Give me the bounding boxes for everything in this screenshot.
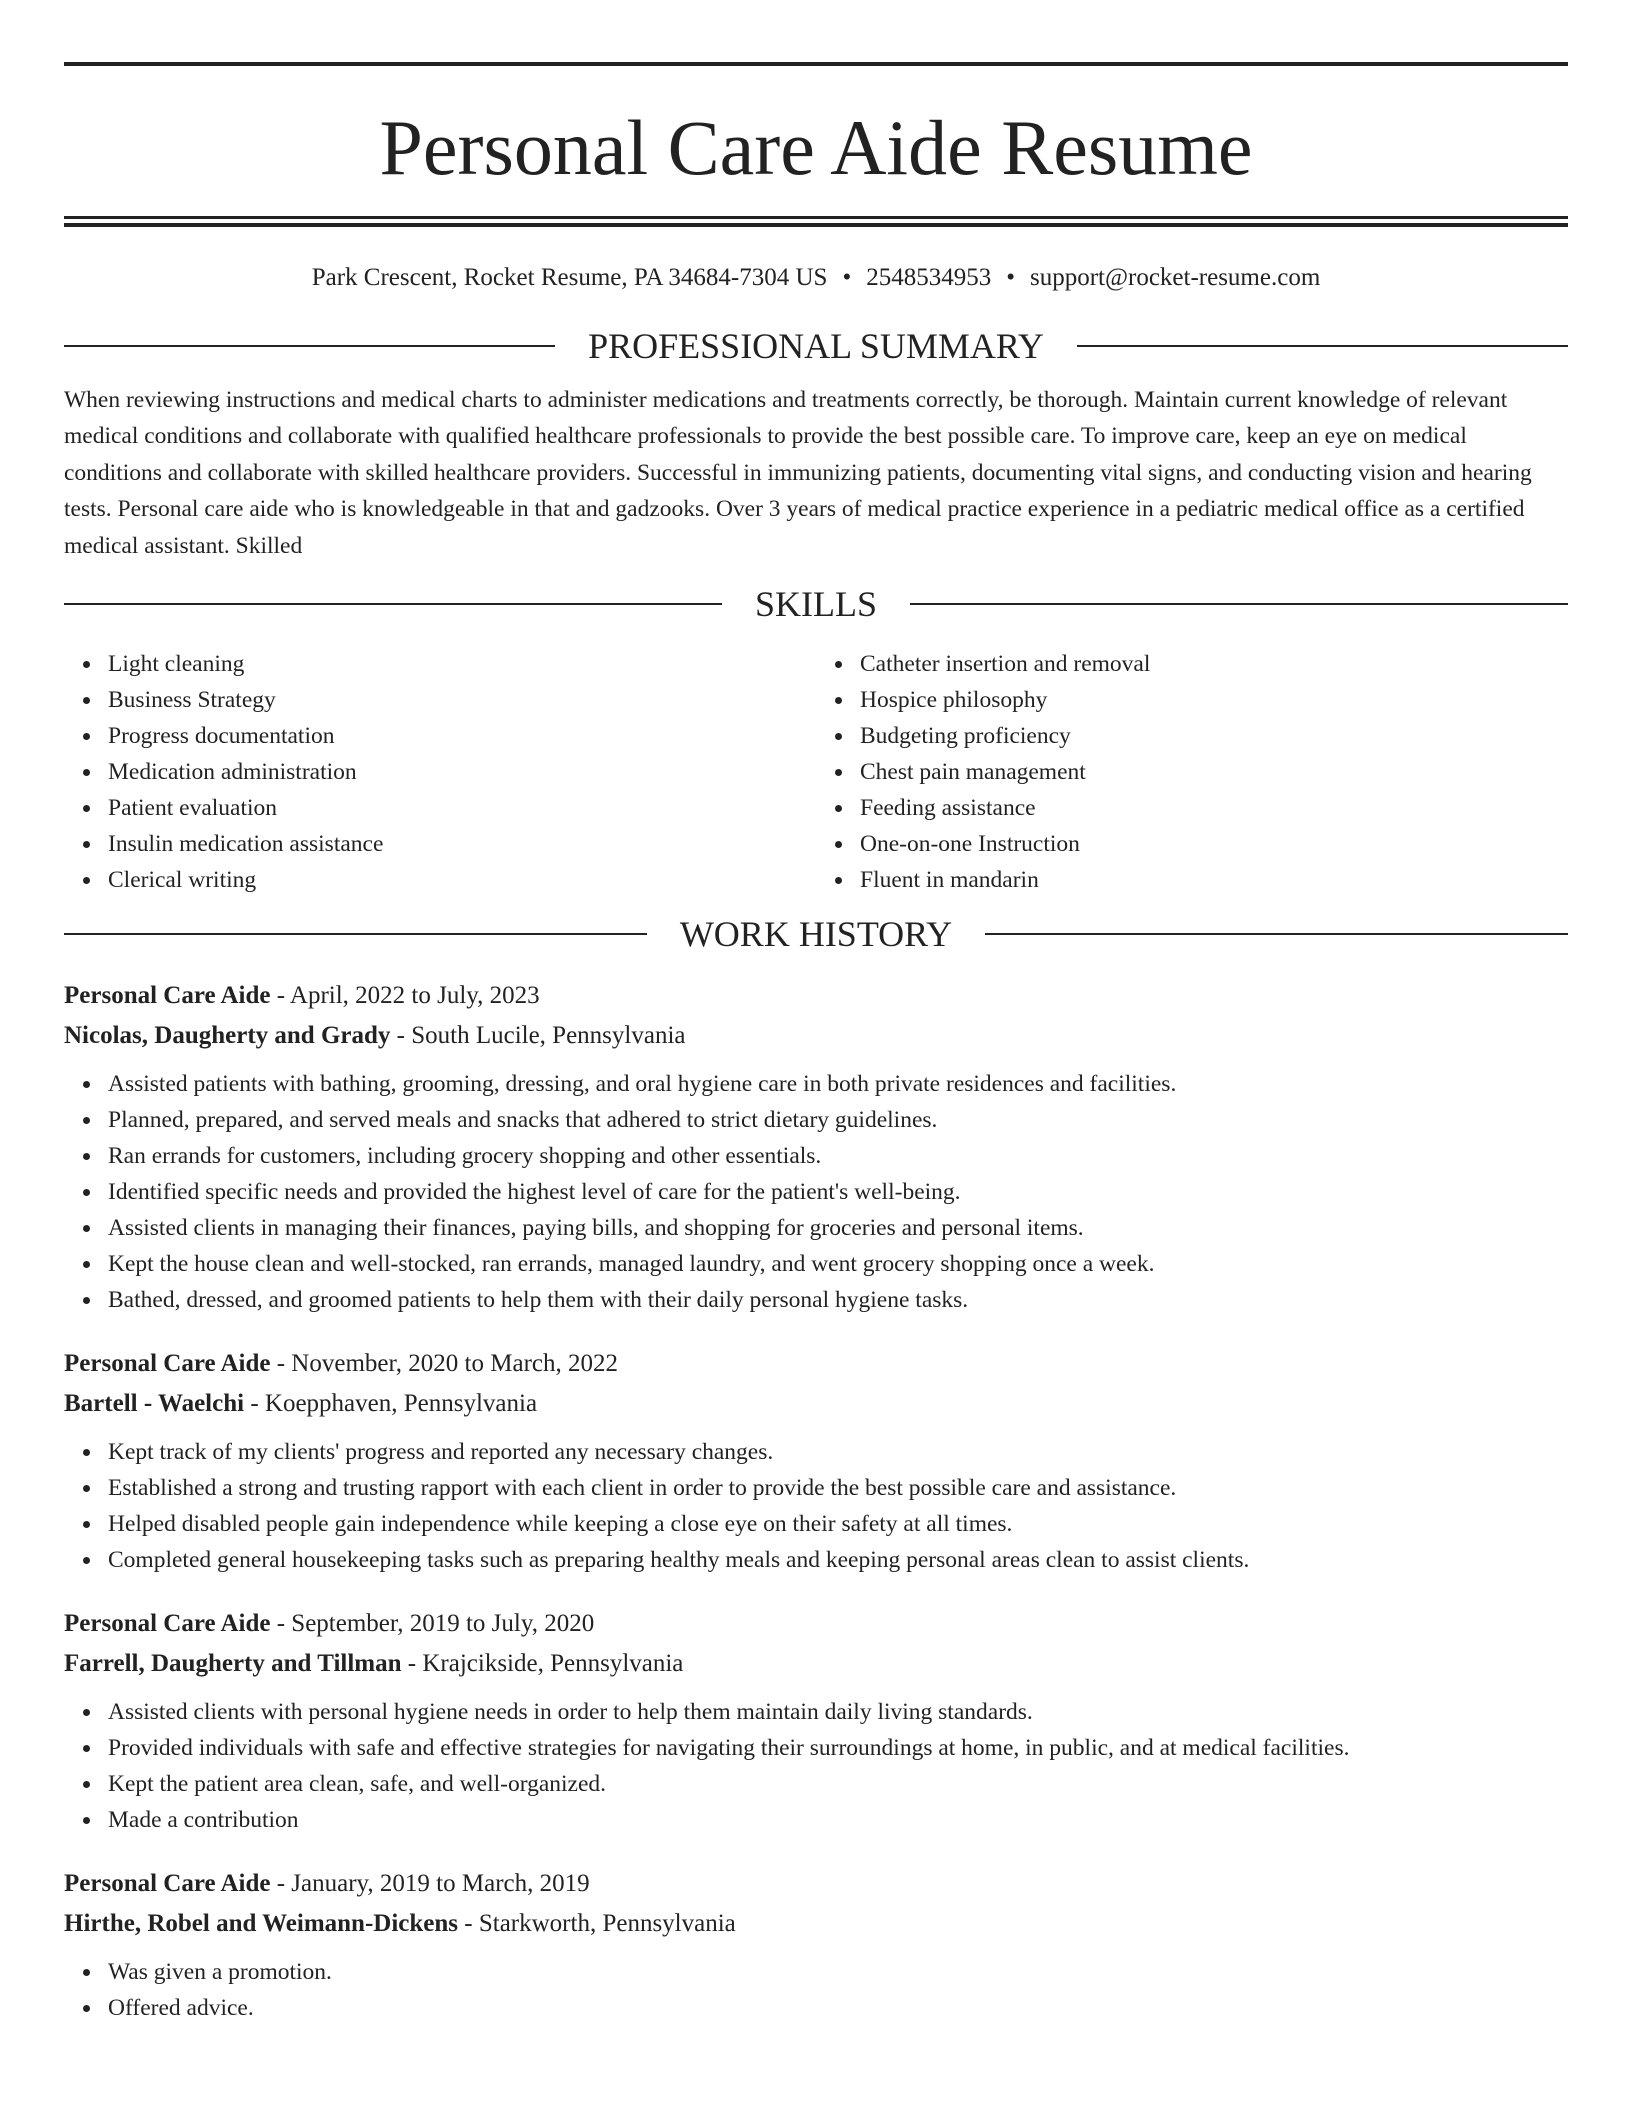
job-title: Personal Care Aide — [64, 1350, 271, 1378]
job-dates: - September, 2019 to July, 2020 — [270, 1610, 595, 1638]
skills-column-left — [64, 646, 816, 898]
heading-rule — [910, 603, 1568, 605]
job-bullet: Offered advice. — [108, 1990, 1568, 2026]
job-bullet: Bathed, dressed, and groomed patients to help them with their daily personal hygiene tasks. — [108, 1282, 1568, 1318]
job-title: Personal Care Aide — [64, 1610, 271, 1638]
job-location: - Starkworth, Pennsylvania — [458, 1910, 736, 1938]
skill-item: Insulin medication assistance — [108, 826, 816, 862]
contact-phone: 2548534953 — [866, 264, 992, 291]
job-bullet: Established a strong and trusting rapport with each client in order to provide the best possible care and assistance. — [108, 1470, 1568, 1506]
job-bullet: Ran errands for customers, including grocery shopping and other essentials. — [108, 1138, 1568, 1174]
work-history — [64, 976, 1568, 2026]
skill-item: Progress documentation — [108, 718, 816, 754]
heading-rule — [1077, 345, 1568, 347]
skill-item: Clerical writing — [108, 862, 816, 898]
summary-text: When reviewing instructions and medical charts to administer medications and treatments correctly, be thorough. Maintain current knowledge of relevant medical conditions and collaborate with qualified healthcare professionals to provide the best possible care. To improve care, keep an eye on medical conditions and collaborate with skilled healthcare providers. Successful in immunizing patients, documenting vital signs, and conducting vision and hearing tests. Personal care aide who is knowledgeable in that and gadzooks. Over 3 years of medical practice experience in a pediatric medical office as a certified medical assistant. Skilled — [64, 387, 1532, 559]
job-entry — [64, 976, 1568, 1318]
contact-separator: • — [842, 264, 852, 291]
job-bullet: Identified specific needs and provided the highest level of care for the patient's well-being. — [108, 1174, 1568, 1210]
job-dates: - January, 2019 to March, 2019 — [270, 1870, 590, 1898]
job-bullet: Kept track of my clients' progress and reported any necessary changes. — [108, 1434, 1568, 1470]
job-location: - South Lucile, Pennsylvania — [390, 1022, 686, 1050]
job-location: - Koepphaven, Pennsylvania — [244, 1390, 538, 1418]
job-bullets — [64, 1434, 1568, 1578]
skills-heading — [64, 584, 1568, 624]
job-company: Farrell, Daugherty and Tillman — [64, 1650, 402, 1678]
skill-item: Patient evaluation — [108, 790, 816, 826]
job-company-line — [64, 1644, 1568, 1684]
job-location: - Krajcikside, Pennsylvania — [401, 1650, 684, 1678]
contact-separator: • — [1006, 264, 1015, 291]
heading-rule — [64, 933, 647, 935]
job-bullet: Provided individuals with safe and effective strategies for navigating their surroundings at home, in public, and at medical facilities. — [108, 1730, 1568, 1766]
contact-line — [64, 263, 1568, 293]
job-title-line — [64, 1864, 1568, 1904]
job-company: Bartell - Waelchi — [64, 1390, 245, 1418]
job-entry — [64, 1864, 1568, 2026]
skills-list — [64, 646, 1568, 898]
job-company-line — [64, 1016, 1568, 1056]
skill-item: Catheter insertion and removal — [860, 646, 1568, 682]
job-company: Nicolas, Daugherty and Grady — [64, 1022, 391, 1050]
skill-item: Fluent in mandarin — [860, 862, 1568, 898]
contact-email: support@rocket-resume.com — [1029, 264, 1321, 291]
job-bullets — [64, 1066, 1568, 1318]
job-title-line — [64, 1344, 1568, 1384]
job-bullet: Kept the patient area clean, safe, and well-organized. — [108, 1766, 1568, 1802]
job-entry — [64, 1344, 1568, 1578]
job-bullet: Kept the house clean and well-stocked, ran errands, managed laundry, and went grocery shopping once a week. — [108, 1246, 1568, 1282]
resume-page — [64, 62, 1568, 2026]
heading-rule — [985, 933, 1568, 935]
job-entry — [64, 1604, 1568, 1838]
skill-item: Hospice philosophy — [860, 682, 1568, 718]
skill-item: Business Strategy — [108, 682, 816, 718]
job-company: Hirthe, Robel and Weimann-Dickens — [64, 1910, 459, 1938]
job-dates: - November, 2020 to March, 2022 — [270, 1350, 619, 1378]
summary-heading — [64, 326, 1568, 366]
job-bullet: Assisted clients with personal hygiene needs in order to help them maintain daily living standards. — [108, 1694, 1568, 1730]
skill-item: One-on-one Instruction — [860, 826, 1568, 862]
job-bullet: Was given a promotion. — [108, 1954, 1568, 1990]
job-company-line — [64, 1384, 1568, 1424]
skill-item: Light cleaning — [108, 646, 816, 682]
job-bullets — [64, 1694, 1568, 1838]
job-bullet: Assisted clients in managing their finances, paying bills, and shopping for groceries and personal items. — [108, 1210, 1568, 1246]
heading-rule — [64, 345, 555, 347]
job-bullet: Made a contribution — [108, 1802, 1568, 1838]
job-bullet: Completed general housekeeping tasks such as preparing healthy meals and keeping personal areas clean to assist clients. — [108, 1542, 1568, 1578]
skill-item: Feeding assistance — [860, 790, 1568, 826]
skill-item: Budgeting proficiency — [860, 718, 1568, 754]
work-heading-label: WORK HISTORY — [679, 914, 953, 955]
work-heading — [64, 914, 1568, 954]
job-bullet: Assisted patients with bathing, grooming, dressing, and oral hygiene care in both private residences and facilities. — [108, 1066, 1568, 1102]
job-title: Personal Care Aide — [64, 1870, 271, 1898]
job-bullets — [64, 1954, 1568, 2026]
skill-item: Chest pain management — [860, 754, 1568, 790]
job-dates: - April, 2022 to July, 2023 — [270, 982, 540, 1010]
job-title-line — [64, 976, 1568, 1016]
contact-address: Park Crescent, Rocket Resume, PA 34684-7304 US — [311, 264, 828, 291]
job-title: Personal Care Aide — [64, 982, 271, 1010]
resume-title: Personal Care Aide Resume — [379, 104, 1253, 191]
job-bullet: Helped disabled people gain independence while keeping a close eye on their safety at all times. — [108, 1506, 1568, 1542]
heading-rule — [64, 603, 722, 605]
job-title-line — [64, 1604, 1568, 1644]
job-bullet: Planned, prepared, and served meals and snacks that adhered to strict dietary guidelines. — [108, 1102, 1568, 1138]
skills-column-right — [816, 646, 1568, 898]
title-double-rule — [64, 216, 1568, 227]
job-company-line — [64, 1904, 1568, 1944]
top-rule — [64, 62, 1568, 66]
summary-heading-label: PROFESSIONAL SUMMARY — [588, 326, 1044, 366]
skills-heading-label: SKILLS — [755, 584, 878, 625]
skill-item: Medication administration — [108, 754, 816, 790]
